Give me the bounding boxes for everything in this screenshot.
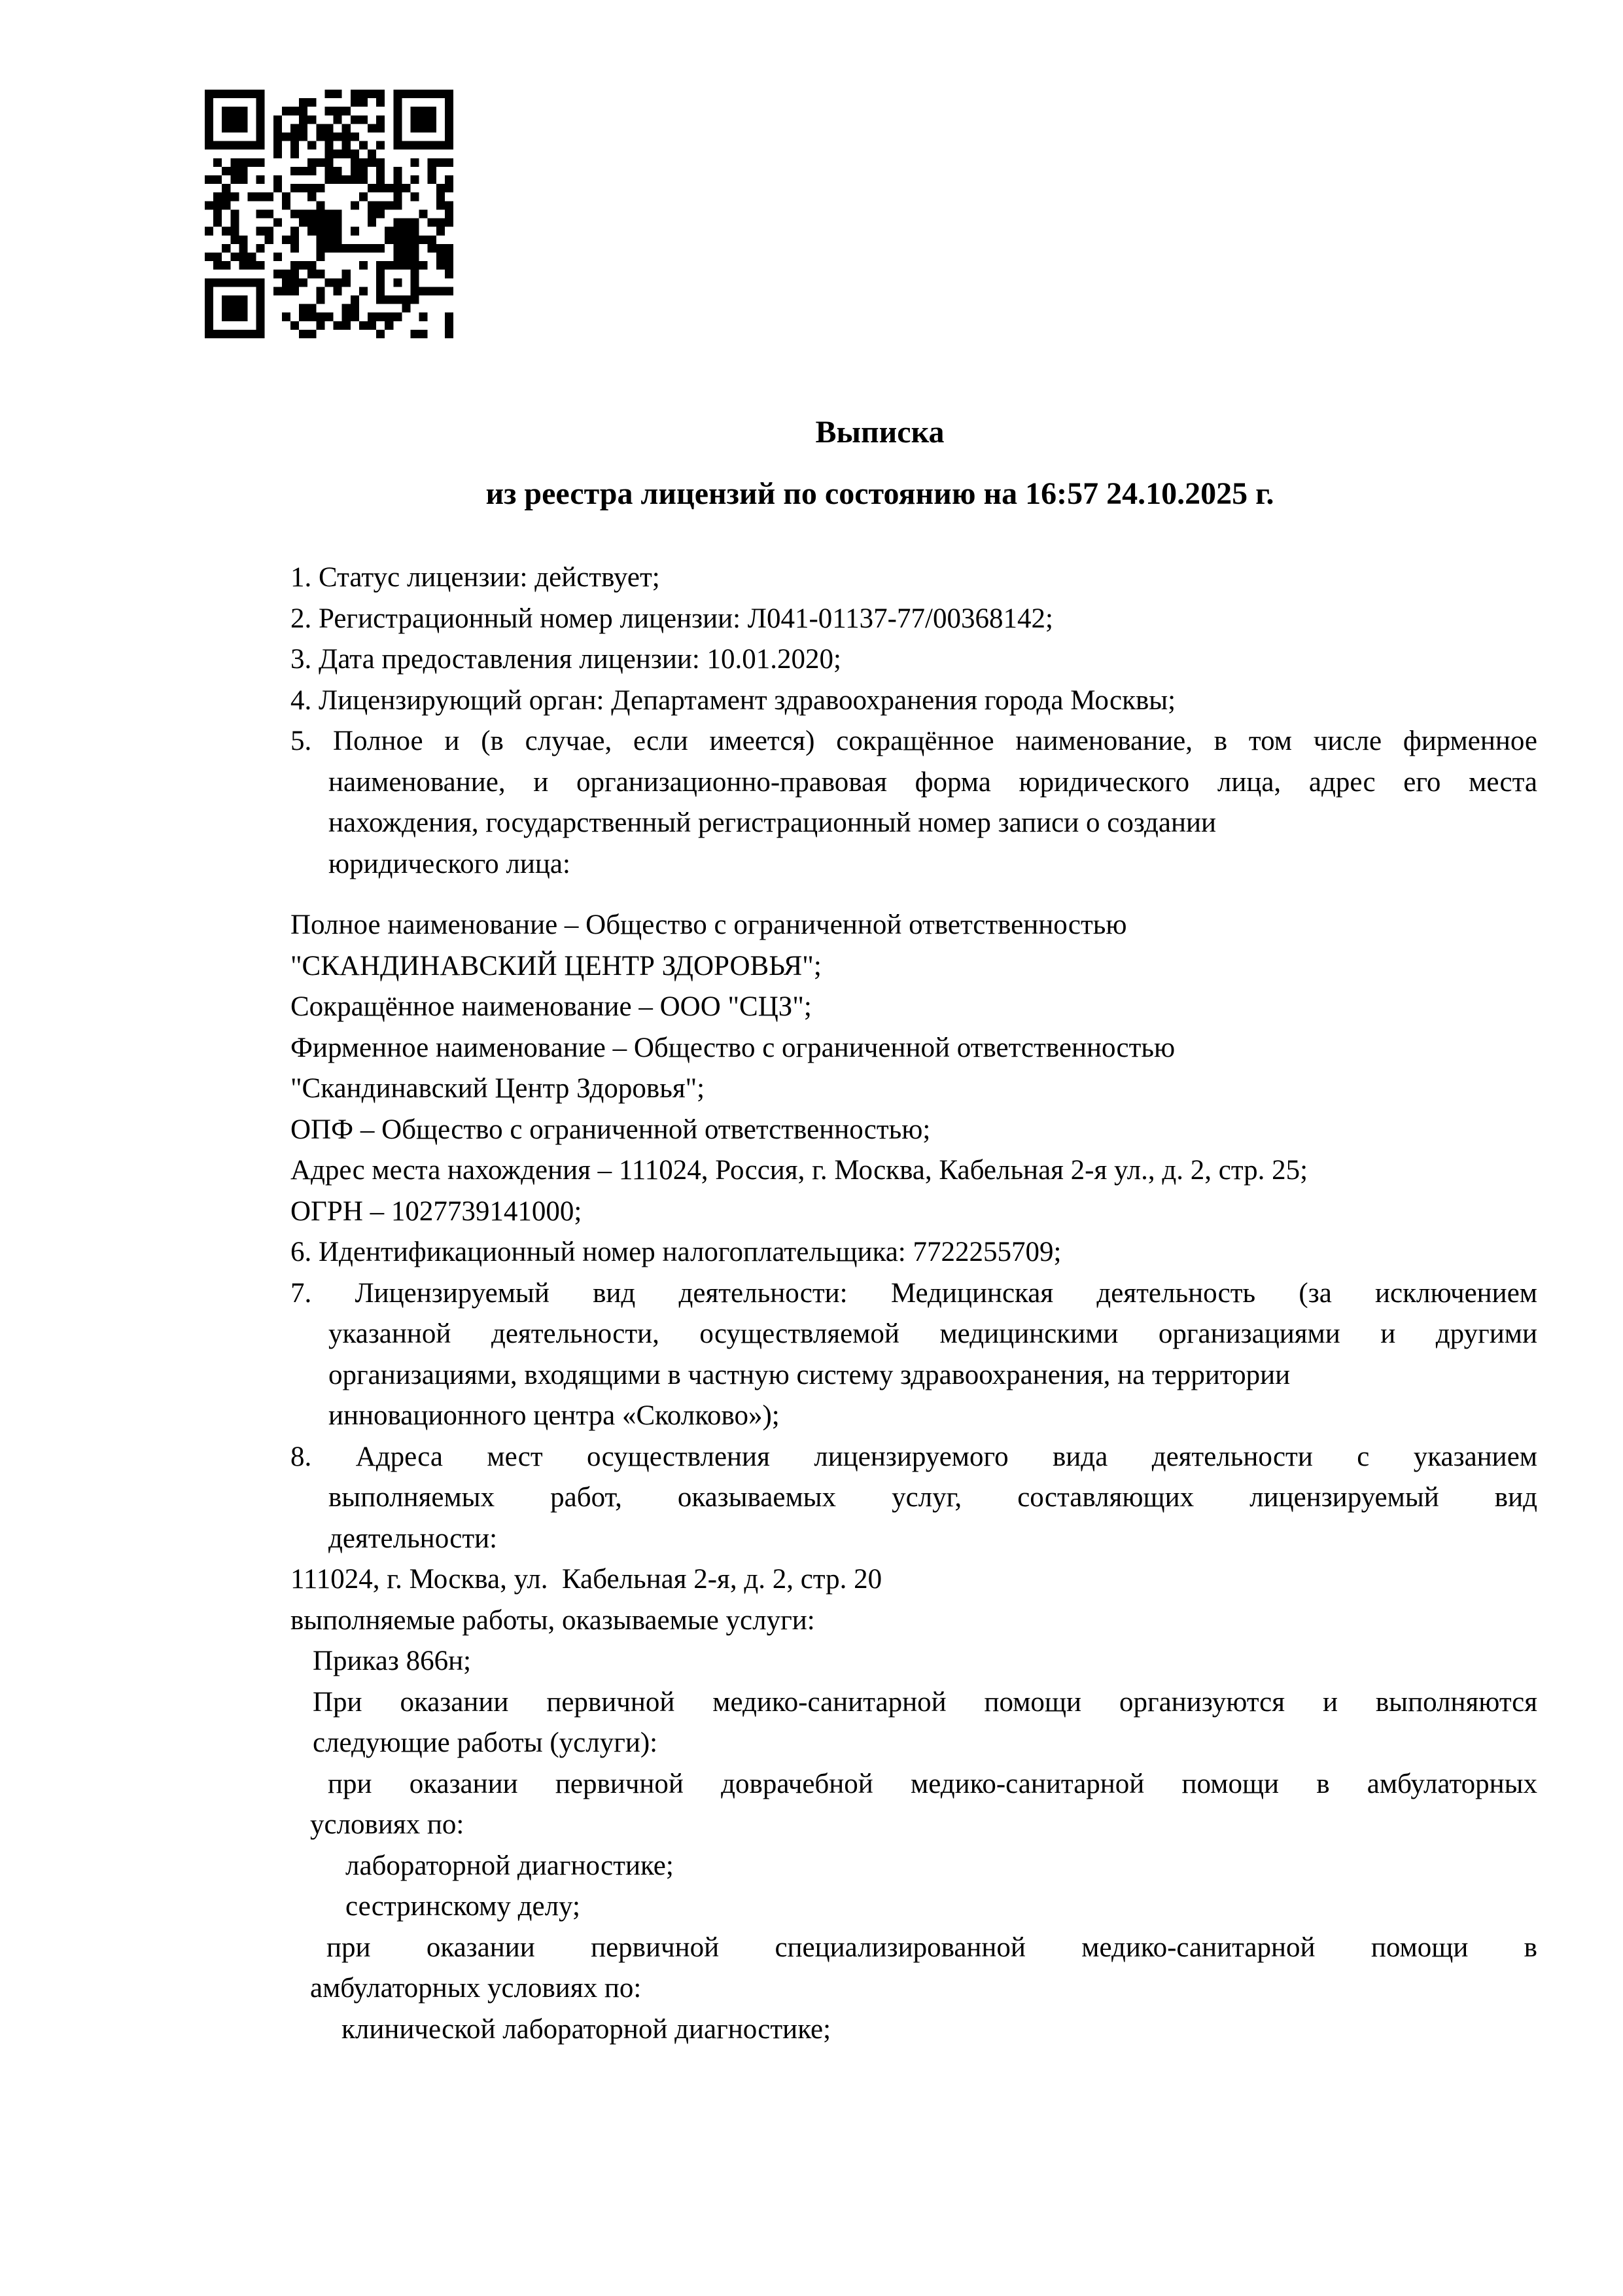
- text-line: Полное наименование – Общество с ограниченной ответственностью: [290, 910, 1127, 940]
- text-line: 4. Лицензирующий орган: Департамент здравоохранения города Москвы;: [290, 684, 1176, 716]
- text-line: организациями, входящими в частную систему здравоохранения, на территории: [328, 1359, 1291, 1390]
- text-line: 2. Регистрационный номер лицензии: Л041-01137-77/00368142;: [290, 603, 1053, 634]
- text-line: 1. Статус лицензии: действует;: [290, 562, 660, 593]
- text-line: 5. Полное и (в случае, если имеется) сокращённое наименование, в том числе фирменное: [290, 726, 1537, 756]
- document-subtitle: из реестра лицензий по состоянию на 16:57 24.10.2025 г.: [485, 476, 1274, 511]
- text-line: выполняемые работы, оказываемые услуги:: [290, 1604, 815, 1636]
- text-line: инновационного центра «Сколково»);: [328, 1400, 780, 1431]
- body-lines: [290, 557, 1537, 2050]
- text-line: При оказании первичной медико-санитарной помощи организуются и выполняются: [313, 1686, 1537, 1718]
- text-line: 8. Адреса мест осуществления лицензируемого вида деятельности с указанием: [290, 1441, 1537, 1472]
- text-line: выполняемых работ, оказываемых услуг, составляющих лицензируемый вид: [328, 1482, 1537, 1513]
- text-line: деятельности:: [328, 1523, 498, 1554]
- text-line: "СКАНДИНАВСКИЙ ЦЕНТР ЗДОРОВЬЯ";: [290, 950, 822, 981]
- text-line: Сокращённое наименование – ООО "СЦЗ";: [290, 991, 812, 1022]
- text-line: лабораторной диагностике;: [345, 1850, 674, 1881]
- text-line: условиях по:: [310, 1809, 464, 1840]
- text-line: Фирменное наименование – Общество с ограниченной ответственностью: [290, 1032, 1176, 1063]
- text-line: ОПФ – Общество с ограниченной ответственностью;: [290, 1114, 931, 1145]
- text-line: сестринскому делу;: [345, 1891, 580, 1922]
- text-line: наименование, и организационно-правовая форма юридического лица, адрес его места: [328, 766, 1537, 798]
- document-title: Выписка: [815, 415, 945, 450]
- text-line: клинической лабораторной диагностике;: [341, 2013, 831, 2045]
- text-line: при оказании первичной специализированной медико-санитарной помощи в: [326, 1932, 1537, 1963]
- text-line: 3. Дата предоставления лицензии: 10.01.2020;: [290, 644, 841, 675]
- qr-code: [205, 90, 453, 338]
- text-line: 7. Лицензируемый вид деятельности: Медицинская деятельность (за исключением: [290, 1277, 1537, 1309]
- text-line: 111024, г. Москва, ул. Кабельная 2-я, д. 2, стр. 20: [290, 1564, 882, 1595]
- text-line: следующие работы (услуги):: [313, 1727, 658, 1758]
- text-line: ОГРН – 1027739141000;: [290, 1195, 582, 1227]
- text-line: "Скандинавский Центр Здоровья";: [290, 1073, 705, 1104]
- text-line: 6. Идентификационный номер налогоплательщика: 7722255709;: [290, 1237, 1062, 1267]
- text-line: Адрес места нахождения – 111024, Россия, г. Москва, Кабельная 2-я ул., д. 2, стр. 25;: [290, 1155, 1308, 1186]
- text-line: амбулаторных условиях по:: [310, 1973, 642, 2004]
- text-line: юридического лица:: [328, 848, 570, 879]
- text-line: при оказании первичной доврачебной медико-санитарной помощи в амбулаторных: [328, 1768, 1537, 1799]
- text-line: Приказ 866н;: [313, 1646, 472, 1676]
- text-line: указанной деятельности, осуществляемой медицинскими организациями и другими: [328, 1318, 1537, 1349]
- text-line: нахождения, государственный регистрационный номер записи о создании: [328, 807, 1217, 838]
